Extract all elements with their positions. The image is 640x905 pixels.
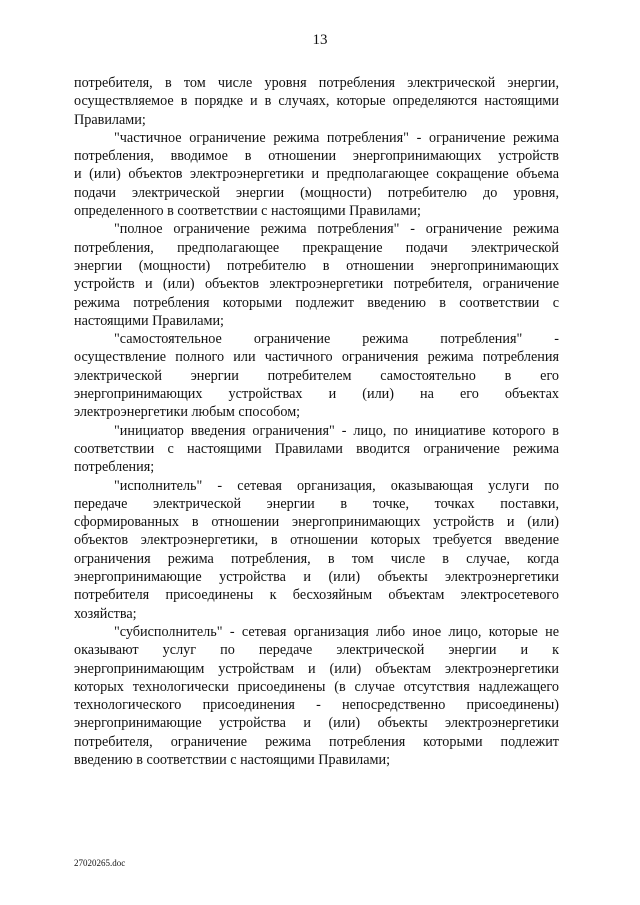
text-line: хозяйства; — [74, 605, 137, 622]
text-line: "самостоятельное ограничение режима потребления" - — [114, 331, 559, 348]
page-number: 13 — [312, 32, 328, 48]
text-line: ограничения режима потребления, в том числе в случае, когда — [74, 550, 559, 567]
text-line: подачи электрической энергии (мощности) потребителю до уровня, — [74, 184, 559, 201]
text-line: сформированных в отношении энергопринимающих устройств и (или) — [74, 514, 559, 531]
text-line: соответствии с настоящими Правилами вводится ограничение режима — [74, 440, 559, 457]
footer-filename: 27020265.doc — [74, 858, 126, 868]
text-line: устройств и (или) объектов электроэнергетики потребителя, ограничение — [74, 276, 559, 293]
text-line: энергопринимающим устройствам и (или) объектам электроэнергетики — [74, 660, 559, 677]
document-body — [74, 74, 559, 769]
text-line: осуществляемое в порядке и в случаях, которые определяются настоящими — [74, 93, 559, 110]
text-line: энергопринимающие устройства и (или) объекты электроэнергетики — [74, 569, 559, 586]
text-line: настоящими Правилами; — [74, 312, 225, 329]
text-line: объектов электроэнергетики, в отношении которых требуется введение — [74, 532, 559, 549]
text-line: "исполнитель" - сетевая организация, оказывающая услуги по — [114, 477, 559, 494]
text-line: передаче электрической энергии в точке, точках поставки, — [74, 495, 559, 512]
text-line: потребления, вводимое в отношении энергопринимающих устройств — [74, 148, 559, 165]
text-line: определенного в соответствии с настоящими Правилами; — [74, 203, 421, 220]
text-line: электроэнергетики любым способом; — [74, 404, 301, 421]
text-line: "инициатор введения ограничения" - лицо, по инициативе которого в — [114, 422, 559, 439]
text-line: которых технологически присоединены (в случае отсутствия надлежащего — [74, 678, 559, 695]
text-line: введению в соответствии с настоящими Правилами; — [74, 751, 391, 768]
text-line: "полное ограничение режима потребления" - ограничение режима — [114, 221, 559, 238]
text-line: энергии (мощности) потребителю в отношении энергопринимающих — [74, 257, 559, 274]
text-line: потребителя, в том числе уровня потребления электрической энергии, — [74, 75, 559, 91]
text-line: Правилами; — [74, 111, 146, 128]
text-line: осуществление полного или частичного ограничения режима потребления — [74, 349, 559, 366]
text-line: энергопринимающих устройствах и (или) на его объектах — [74, 386, 559, 403]
text-line: потребителя, ограничение режима потребления которыми подлежит — [74, 733, 559, 750]
text-line: потребителя присоединены к бесхозяйным объектам электросетевого — [74, 587, 559, 604]
text-line: энергопринимающие устройства и (или) объекты электроэнергетики — [74, 715, 559, 732]
text-line: технологического присоединения - непосредственно присоединены) — [74, 697, 559, 714]
text-line: "частичное ограничение режима потребления" - ограничение режима — [114, 129, 559, 146]
text-line: электрической энергии потребителем самостоятельно в его — [74, 367, 559, 384]
text-line: "субисполнитель" - сетевая организация либо иное лицо, которые не — [114, 623, 559, 640]
text-line: режима потребления которыми подлежит введению в соответствии с — [74, 294, 559, 311]
text-line: потребления; — [74, 459, 155, 476]
text-line: и (или) объектов электроэнергетики и предполагающее сокращение объема — [74, 166, 559, 183]
text-line: потребления, предполагающее прекращение подачи электрической — [74, 239, 559, 256]
text-line: оказывают услуг по передаче электрической энергии и к — [74, 642, 559, 659]
